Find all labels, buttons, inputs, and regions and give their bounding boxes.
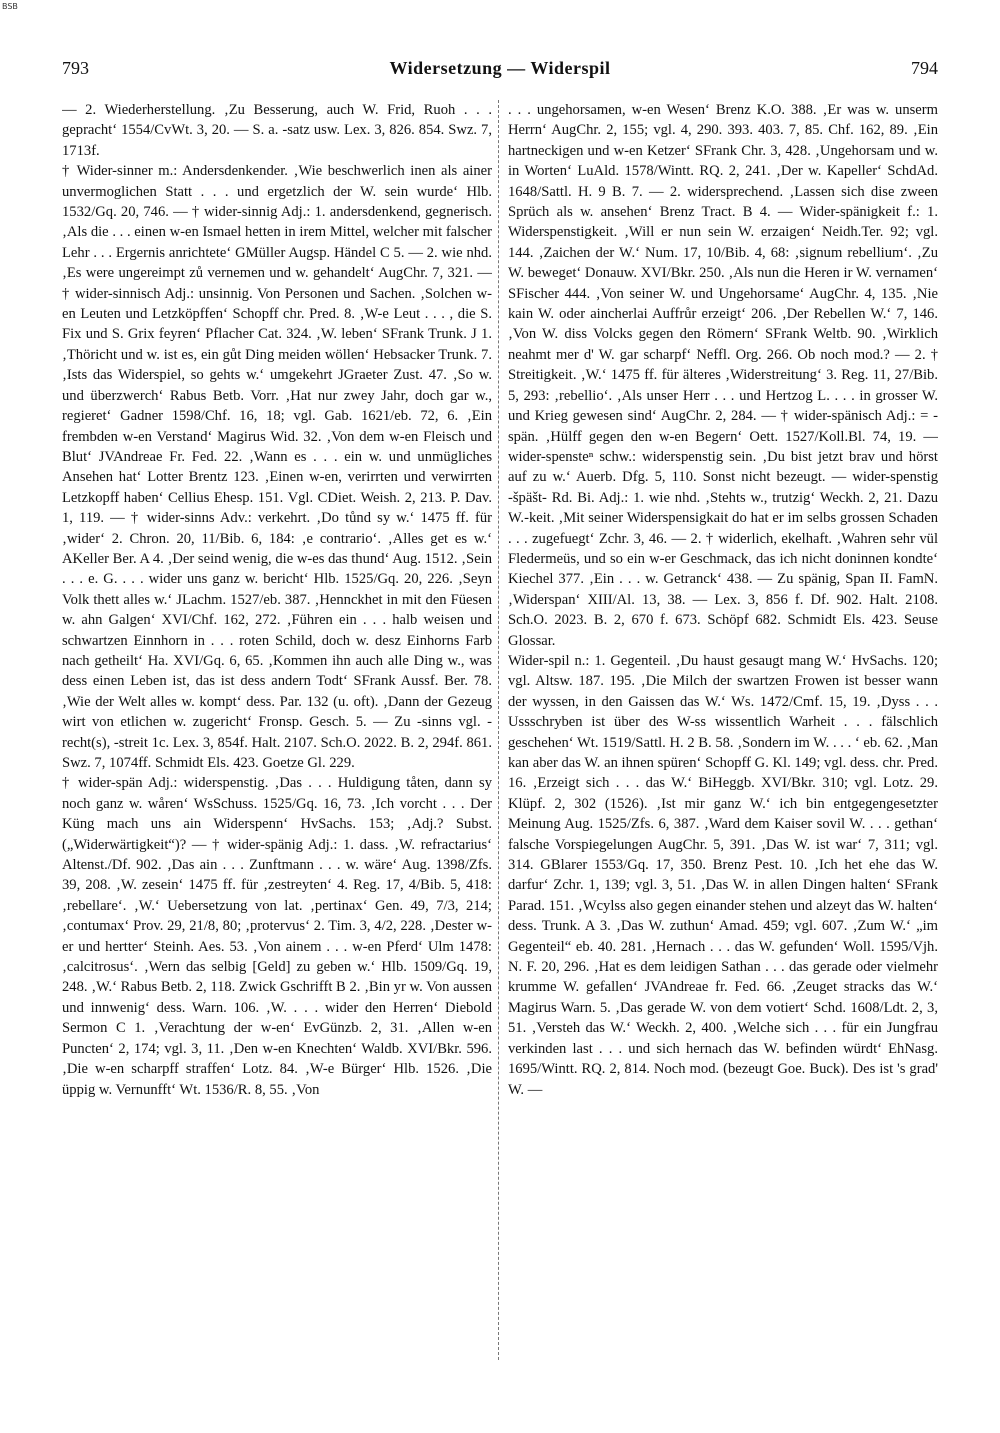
page-number-left: 793 [62, 58, 89, 78]
entry-paragraph: . . . ungehorsamen, w-en Wesenʻ Brenz K.O. 388. ‚Er was w. unserm Herrnʻ AugChr. 2, 155; vgl. 4, 290. 393. 403. 7, 85. Chf. 162, 89. ‚Ein hartneckigen und w-en Ketzerʻ SFrank Chr. 3, 428. ‚Ungehorsam und w. in Wortenʻ LuAld. 1578/Wintt. RQ. 2, 241. ‚Der w. Kapellerʻ SchdAd. 1648/Sattl. H. 9 B. 7. — 2. widersprechend. ‚Lassen sich dise zween Sprüch als w. ansehenʻ Brenz Tract. B 4. — Wider-spänigkeit f.: 1. Widerspenstigkeit. ‚Will er nun sein W. erzaigenʻ Neidh.Ter. 92; vgl. 144. ‚Zaichen der W.ʻ Num. 17, 10/Bib. 4, 68: ‚signum rebelliumʻ. ‚Zu W. bewegetʻ Donauw. XVI/Bkr. 250. ‚Als nun die Heren ir W. vernamenʻ SFischer 444. ‚Von seiner W. und Ungehorsameʻ AugChr. 4, 135. ‚Nie kain W. oder aincherlai Auffrůr erzeigtʻ 206. ‚Der Rebellen W.ʻ 7, 146. ‚Von W. diss Volcks gegen den Römernʻ SFrank Weltb. 90. ‚Wirklich neahmt mer d' W. gar scharpfʻ Neffl. Org. 266. Ob noch mod.? — 2. † Streitigkeit. ‚W.ʻ 1475 ff. für älteres ‚Widerstreitungʻ 3. Reg. 11, 27/Bib. 5, 293: ‚rebellioʻ. ‚Als unser Herr . . . und Hertzog L. . . . in grosser W. und Krieg gewesen sindʻ AugChr. 2, 284. — † wider-spänisch Adj.: = -spän. ‚Hülff gegen den w-en Begernʻ Oett. 1527/Koll.Bl. 74, 19. — wider-spensteⁿ schw.: widerspenstig sein. ‚Du bist jetzt brav und hörst auf zu w.ʻ Auerb. Dfg. 5, 110. Sonst nicht bezeugt. — wider-spenstig -špäšt- Rd. Bi. Adj.: 1. wie nhd. ‚Stehts w., trutzigʻ Weckh. 2, 21. Dazu W.-keit. ‚Mit seiner Widerspensigkait do hat er im selbs grossen Schaden . . . zugefuegtʻ Zchr. 3, 46. — 2. † widerlich, ekelhaft. ‚Wahren sehr vül Fledermeüs, und so ein w-er Geschmack, das ich nicht doninnen kondteʻ Kiechel 377. ‚Ein . . . w. Getranckʻ 438. — Zu spänig, Span II. FamN. ‚Widerspanʻ XIII/Al. 13, 38. — Lex. 3, 856 f. Df. 902. Halt. 2108. Sch.O. 2023. B. 2, 670 f. 673. Schöpf 682. Schmidt Els. 423. Seuse Glossar. [508, 102, 938, 649]
left-column [62, 100, 492, 1370]
entry-paragraph: Wider-spil n.: 1. Gegenteil. ‚Du haust gesaugt mang W.ʻ HvSachs. 120; vgl. Altsw. 187. 195. ‚Die Milch der swartzen Frowen ist besser wann der wyssen, in den Gaissen das W.ʻ Ws. 1472/Cmf. 15, 19. ‚Dyss . . . Ussschryben ist über des W-ss wissentlich Warheit . . . fälschlich geschehenʻ Wt. 1519/Sattl. H. 2 B. 58. ‚Sondern im W. . . . ʻ eb. 62. ‚Man kan aber das W. an ihnen spürenʻ Schopff G. Kl. 149; vgl. dess. chr. Pred. 16. ‚Erzeigt sich . . . das W.ʻ BiHeggb. XVI/Bkr. 310; vgl. Lotz. 29. Klüpf. 2, 302 (1526). ‚Ist mir ganz W.ʻ ich bin entgegengesetzter Meinung Aug. 1525/Zfs. 6, 387. ‚Ward dem Kaiser sovil W. . . . gethanʻ falsche Vorspiegelungen AugChr. 5, 391. ‚Das W. ist warʻ 7, 311; vgl. 314. GBlarer 1553/Gq. 17, 350. Brenz Pest. 10. ‚Ich het ehe das W. darfurʻ Zchr. 1, 139; vgl. 3, 51. ‚Das W. in allen Dingen haltenʻ SFrank Parad. 151. ‚Wcylss also gegen einander stehen und alzeyt das W. haltenʻ dess. Trunk. A 3. ‚Das W. zuthunʻ Amad. 459; vgl. 607. ‚Zum W.ʻ „im Gegenteil“ eb. 40. 281. ‚Hernach . . . das W. gefundenʻ Woll. 1595/Vjh. N. F. 20, 296. ‚Hat es dem leidigen Sathan . . . das gerade oder vielmehr krumme W. gefallenʻ JVAndreae fr. Fed. 66. ‚Zeuget stracks das W.ʻ Magirus Warn. 5. ‚Das gerade W. von dem votiertʻ Schd. 1608/Ldt. 2, 3, 51. ‚Versteh das W.ʻ Weckh. 2, 400. ‚Welche sich . . . für ein Jungfrau verkinden last . . . und sich hernach das W. befinden würdtʻ EhNasg. 1695/Wintt. RQ. 2, 814. Noch mod. (bezeugt Goe. Buck). Des ist 's grad' W. — [508, 652, 938, 1098]
library-stamp: BSB [2, 2, 18, 11]
entry-paragraph: † wider-spän Adj.: widerspenstig. ‚Das . . . Huldigung tåten, dann sy noch ganz w. wårenʻ WsSchuss. 1525/Gq. 16, 73. ‚Ich vorcht . . . Der Küng mach uns ain Widerspennʻ HvSachs. 153; ‚Adj.? Subst. („Widerwärtigkeit“)? — † wider-spänig Adj.: 1. dass. ‚W. refractariusʻ Altenst./Df. 902. ‚Das ain . . . Zunftmann . . . w. wäreʻ Aug. 1398/Zfs. 39, 208. ‚W. zeseinʻ 1475 ff. für ‚zestreytenʻ 4. Reg. 17, 4/Bib. 5, 418: ‚rebellareʻ. ‚W.ʻ Uebersetzung von lat. ‚pertinaxʻ Gen. 49, 7/3, 214; ‚contumaxʻ Prov. 29, 21/8, 80; ‚protervusʻ 2. Tim. 3, 4/2, 228. ‚Dester w-er und hertterʻ Steinh. Aes. 53. ‚Von ainem . . . w-en Pferdʻ Ulm 1478: ‚calcitrosusʻ. ‚Wern das selbig [Geld] zu geben w.ʻ Hlb. 1509/Gq. 19, 248. ‚W.ʻ Rabus Betb. 2, 118. Zwick Gschrifft B 2. ‚Bin yr w. Von aussen und innwenigʻ dess. Warn. 106. ‚W. . . . wider den Herrenʻ Diebold Sermon C 1. ‚Verachtung der w-enʻ EvGünzb. 2, 31. ‚Allen w-en Punctenʻ 2, 174; vgl. 3, 11. ‚Den w-en Knechtenʻ Waldb. XVI/Bkr. 596. ‚Die w-en scharpff straffenʻ Lotz. 84. ‚W-e Bürgerʻ Hlb. 1526. ‚Die üppig w. Vernunfftʻ Wt. 1536/R. 8, 55. ‚Von [62, 775, 492, 1098]
entry-paragraph: — 2. Wiederherstellung. ‚Zu Besserung, auch W. Frid, Ruoh . . . geprachtʻ 1554/CvWt. 3, 20. — S. a. -satz usw. Lex. 3, 826. 854. Swz. 7, 1713f. [62, 102, 492, 159]
page-header [62, 58, 938, 88]
running-title: Widersetzung — Widerspil [389, 58, 611, 78]
entry-paragraph: † Wider-sinner m.: Andersdenkender. ‚Wie beschwerlich inen als ainer unvermoglichen Statt . . . und ergetzlich der W. sein wurdeʻ Hlb. 1532/Gq. 20, 746. — † wider-sinnig Adj.: 1. andersdenkend, gegnerisch. ‚Als die . . . einen w-en Ismael hetten in irem Mittel, welcher mit falscher Lehr . . . Ergernis anrichteteʻ GMüller Augsp. Händel C 5. — 2. wie nhd. ‚Es were ungereimpt zů vernemen und w. gehandeltʻ AugChr. 7, 321. — † wider-sinnisch Adj.: unsinnig. Von Personen und Sachen. ‚Solchen w-en Leuten und Letzköpffenʻ Schopff chr. Pred. 8. ‚W-e Leut . . . , die S. Fix und S. Grix feyrenʻ Pflacher Cat. 324. ‚W. lebenʻ SFrank Trunk. J 1. ‚Thöricht und w. ist es, ein gůt Ding meiden wöllenʻ Hebsacker Trunk. 7. ‚Ists das Widerspiel, so gehts w.ʻ umgekehrt JGraeter Zust. 47. ‚So w. und überzwerchʻ Rabus Betb. Vorr. ‚Hat nur zwey Jahr, doch gar w., regieretʻ Gadner 1598/Chf. 16, 18; vgl. Gab. 1621/eb. 72, 6. ‚Ein frembden w-en Verstandʻ Magirus Wid. 32. ‚Von dem w-en Fleisch und Blutʻ JVAndreae Fr. Fed. 22. ‚Wann es . . . ein w. und unmügliches Ansehen hatʻ Lotter Brentz 123. ‚Einen w-en, verirrten und verwirrten Letzkopff habenʻ Cellius Ehesp. 151. Vgl. CDiet. Weish. 2, 213. P. Dav. 1, 119. — † wider-sinns Adv.: verkehrt. ‚Do tůnd sy w.ʻ 1475 ff. für ‚widerʻ 2. Chron. 20, 11/Bib. 6, 184: ‚e contrarioʻ. ‚Alles get es w.ʻ AKeller Ber. A 4. ‚Der seind wenig, die w-es das thundʻ Aug. 1512. ‚Sein . . . e. G. . . . wider uns ganz w. berichtʻ Hlb. 1525/Gq. 20, 226. ‚Seyn Volk thett alles w.ʻ JLachm. 1527/eb. 387. ‚Hennckhet in mit den Füesen w. ahn Galgenʻ XVI/Chf. 162, 272. ‚Führen ein . . . halb weisen und schwartzen Einnhorn in . . . roten Schild, doch w. desz Einhorns Farb nach getheiltʻ Ha. XVI/Gq. 6, 65. ‚Kommen ihn auch alle Ding w., was dess einen Leben ist, das ist dess andern Todtʻ SFrank Aussf. Ber. 78. ‚Wie der Welt alles w. komptʻ dess. Par. 132 (u. oft). ‚Dann der Gezeug wirt von etlichen w. zugerichtʻ Fronsp. Gesch. 5. — Zu -sinns vgl. -recht(s), -streit 1c. Lex. 3, 854f. Halt. 2107. Sch.O. 2022. B. 2, 294f. 861. Swz. 7, 1074ff. Schmidt Els. 423. Goetze Gl. 229. [62, 163, 492, 771]
page-number-right: 794 [911, 58, 938, 78]
right-column [508, 100, 938, 1370]
column-divider [498, 100, 499, 1360]
